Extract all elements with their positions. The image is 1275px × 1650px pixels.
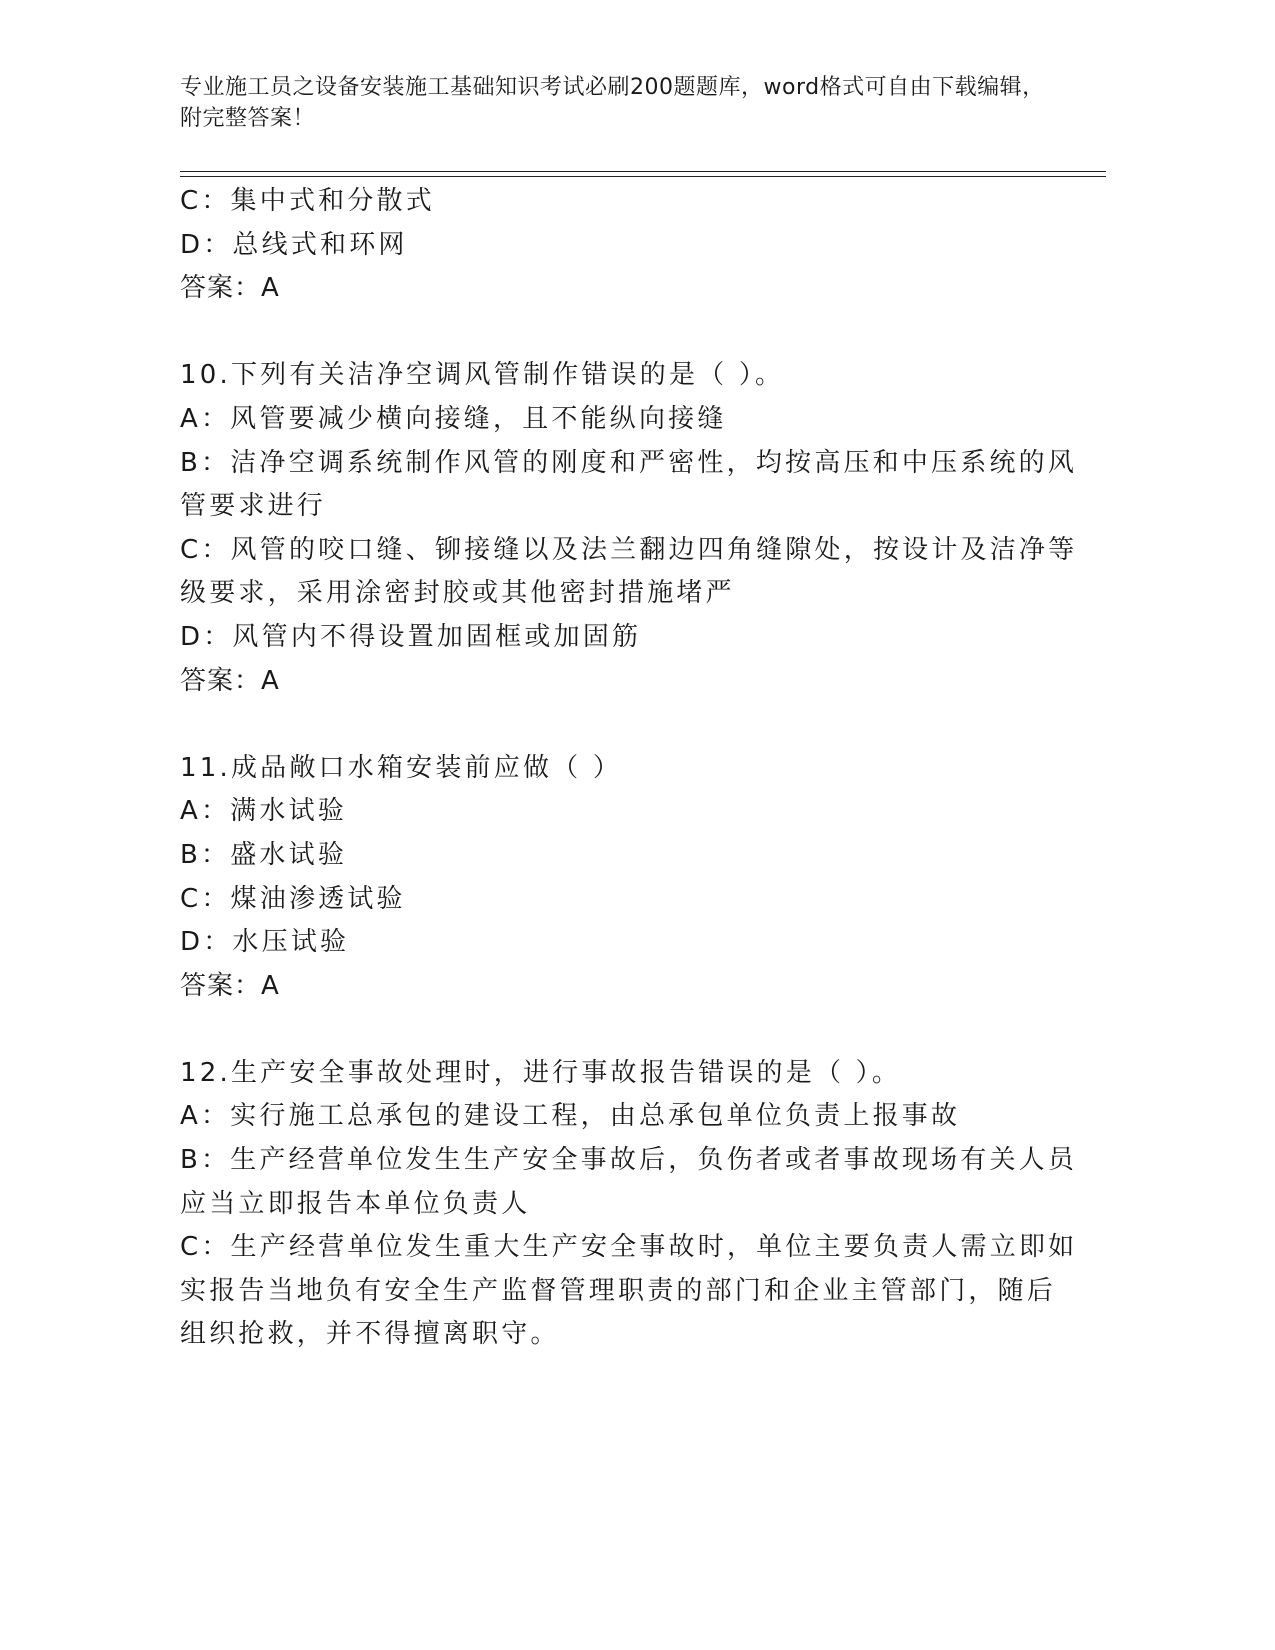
answer-line: 答案：A	[180, 665, 280, 696]
answer-line: 答案：A	[180, 273, 280, 304]
header-title: 专业施工员之设备安装施工基础知识考试必刷200题题库，word格式可自由下载编辑，附完整答案！	[180, 75, 1045, 131]
option-b-continued: 应当立即报告本单位负责人	[180, 1188, 531, 1219]
option-d: D：水压试验	[180, 927, 350, 958]
option-a: A：满水试验	[180, 796, 347, 827]
option-c-continued: 组织抢救，并不得擅离职守。	[180, 1319, 560, 1350]
option-d: D：总线式和环网	[180, 229, 408, 260]
option-c: C：风管的咬口缝、铆接缝以及法兰翻边四角缝隙处，按设计及洁净等	[180, 534, 1078, 565]
header-divider-bottom	[180, 176, 1106, 177]
option-b-continued: 管要求进行	[180, 491, 327, 522]
option-d: D：风管内不得设置加固框或加固筋	[180, 621, 642, 652]
spacer	[180, 311, 1040, 355]
option-b: B：生产经营单位发生生产安全事故后，负伤者或者事故现场有关人员	[180, 1145, 1078, 1176]
spacer	[180, 703, 1040, 747]
option-b: B：洁净空调系统制作风管的刚度和严密性，均按高压和中压系统的风	[180, 447, 1078, 478]
option-c: C：煤油渗透试验	[180, 883, 406, 914]
question-stem: 12.生产安全事故处理时，进行事故报告错误的是（ ）。	[180, 1057, 902, 1088]
option-c-continued: 级要求，采用涂密封胶或其他密封措施堵严	[180, 578, 735, 609]
option-c: C：集中式和分散式	[180, 186, 435, 216]
question-stem: 10.下列有关洁净空调风管制作错误的是（ ）。	[180, 360, 785, 391]
option-b: B：盛水试验	[180, 839, 348, 870]
answer-line: 答案：A	[180, 970, 280, 1001]
option-a: A：实行施工总承包的建设工程，由总承包单位负责上报事故	[180, 1101, 961, 1132]
question-stem: 11.成品敞口水箱安装前应做（ ）	[180, 752, 623, 783]
question-content	[180, 180, 1078, 1357]
option-a: A：风管要减少横向接缝，且不能纵向接缝	[180, 403, 727, 434]
option-c: C：生产经营单位发生重大生产安全事故时，单位主要负责人需立即如	[180, 1232, 1078, 1263]
option-c-continued: 实报告当地负有安全生产监督管理职责的部门和企业主管部门，随后	[180, 1275, 1057, 1306]
spacer	[180, 1008, 1040, 1052]
header-divider-top	[180, 171, 1106, 172]
document-header	[180, 72, 1060, 134]
